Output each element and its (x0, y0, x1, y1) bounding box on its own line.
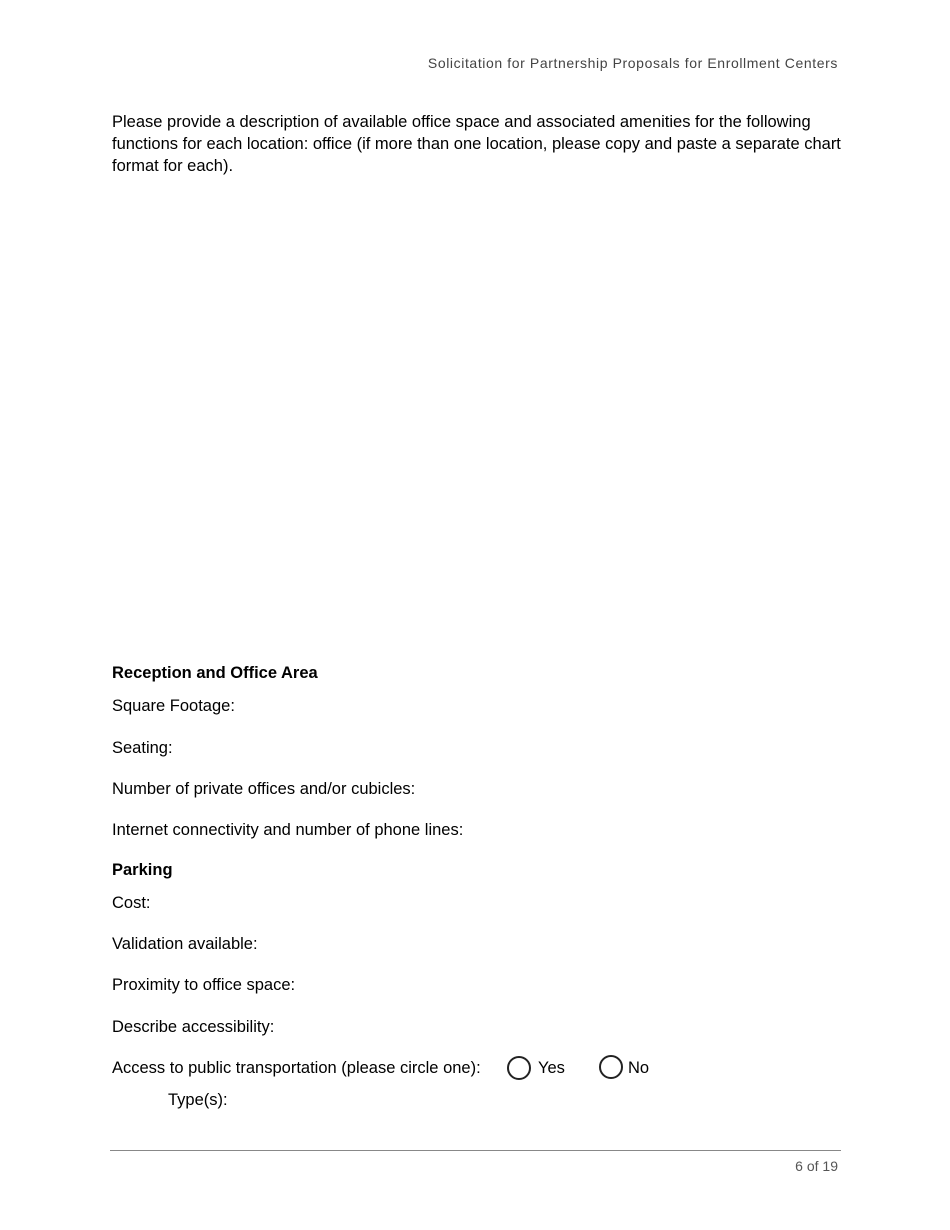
intro-paragraph: Please provide a description of available office space and associated amenities for the following functions for each location: office (if more than one location, please copy and paste a separate chart format for each). (112, 113, 841, 175)
yes-label: Yes (538, 1059, 565, 1077)
square-footage-label: Square Footage: (112, 697, 235, 715)
offices-label: Number of private offices and/or cubicles: (112, 780, 416, 798)
parking-heading: Parking (112, 861, 173, 879)
page-number: 6 of 19 (795, 1158, 838, 1174)
no-label: No (628, 1059, 650, 1077)
internet-label: Internet connectivity and number of phone lines: (112, 821, 464, 839)
accessibility-label: Describe accessibility: (112, 1018, 275, 1036)
validation-label: Validation available: (112, 935, 258, 953)
public-transport-label: Access to public transportation (please circle one): (112, 1059, 481, 1077)
footer-divider (110, 1150, 841, 1151)
yes-radio-circle[interactable] (507, 1056, 531, 1080)
reception-heading: Reception and Office Area (112, 664, 318, 682)
transport-types-label: Type(s): (168, 1091, 228, 1109)
cost-label: Cost: (112, 894, 151, 912)
no-radio-circle[interactable] (599, 1055, 623, 1079)
proximity-label: Proximity to office space: (112, 976, 296, 994)
seating-label: Seating: (112, 739, 173, 757)
document-header-title: Solicitation for Partnership Proposals for Enrollment Centers (427, 55, 838, 71)
